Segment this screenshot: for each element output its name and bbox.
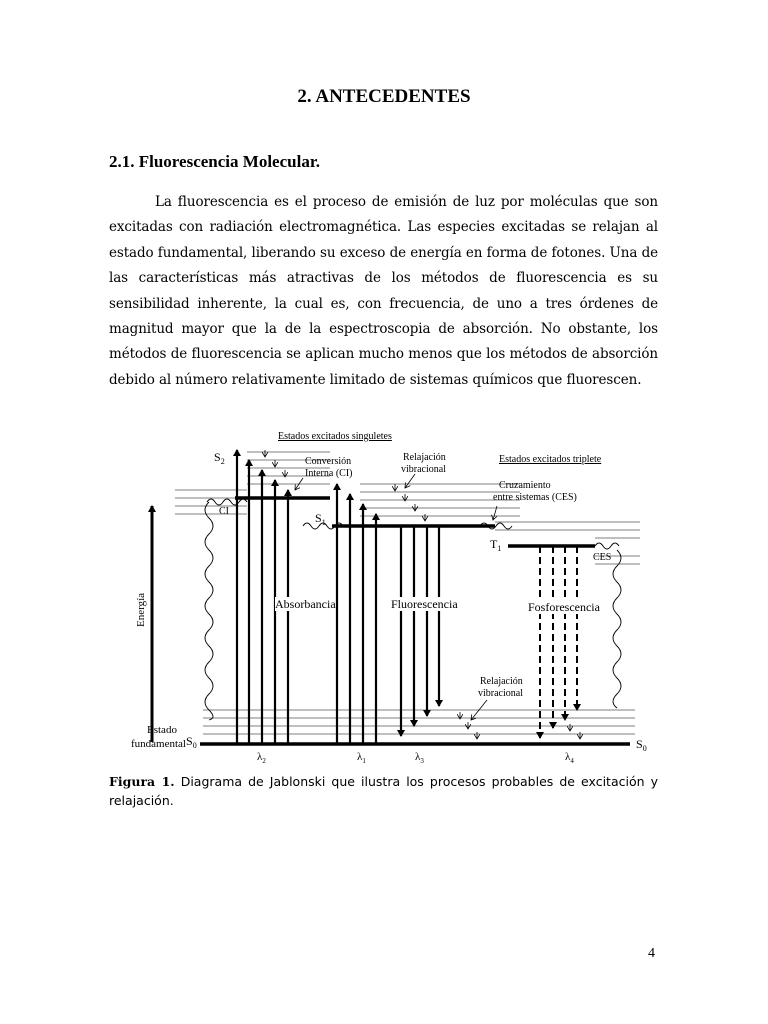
vr-top-label-2: vibracional: [401, 464, 446, 475]
s0-right-label: $S_0$: [636, 737, 647, 753]
singlets-label: Estados excitados singuletes: [278, 431, 392, 442]
page-title: 2. ANTECEDENTES: [297, 86, 471, 107]
ces-label: CES: [593, 552, 612, 563]
lambda4-label: $\lambda_4$: [565, 751, 574, 765]
ci-label: CI: [219, 506, 229, 517]
s2-label: $S_2$: [214, 450, 225, 466]
ground-state-label-1: Estado: [147, 724, 177, 736]
caption-label: Figura 1.: [109, 774, 175, 789]
ground-state-label-2: fundamental: [131, 738, 186, 750]
phosphorescence-label: Fosforescencia: [528, 600, 600, 614]
isc-label-1: Cruzamiento: [499, 480, 551, 491]
t1-label: $T_1$: [490, 537, 502, 553]
phosphorescence-arrows: [540, 546, 577, 738]
absorbance-label: Absorbancia: [275, 597, 336, 611]
energy-label: Energía: [135, 592, 147, 627]
jablonski-diagram: [125, 422, 655, 767]
isc-label-2: entre sistemas (CES): [493, 492, 577, 503]
fluorescence-arrows: [401, 526, 439, 736]
lambda1-label: $\lambda_1$: [357, 751, 366, 765]
vr-top-label-1: Relajación: [403, 452, 446, 463]
triplets-label: Estados excitados triplete: [499, 454, 602, 465]
s0-left-label: $S_0$: [186, 734, 197, 750]
lambda2-label: $\lambda_2$: [257, 751, 266, 765]
lambda3-label: $\lambda_3$: [415, 751, 424, 765]
figure-caption: [109, 772, 658, 810]
s1-label: $S_1$: [315, 511, 326, 527]
section-title: 2.1. Fluorescencia Molecular.: [109, 152, 321, 171]
page-number: 4: [648, 946, 655, 961]
caption-text: Diagrama de Jablonski que ilustra los procesos probables de excitación y relajación.: [109, 774, 658, 808]
vr-bottom-label-2: vibracional: [478, 688, 523, 699]
ic-label-1: Conversión: [305, 456, 352, 467]
fluorescence-label: Fluorescencia: [391, 597, 458, 611]
ic-label-2: Interna (CI): [305, 468, 353, 479]
vr-bottom-label-1: Relajación: [480, 676, 523, 687]
body-paragraph: La fluorescencia es el proceso de emisión de luz por moléculas que son excitadas con radiación electromagnética. Las especies excitadas se relajan al estado fundamental, liberando su exceso de energía en forma de fotones. Una de las características más atractivas de los métodos de fluorescencia es su sensibilidad inherente, la cual es, con frecuencia, de uno a tres órdenes de magnitud mayor que la de la espectroscopia de absorción. No obstante, los métodos de fluorescencia se aplican mucho menos que los métodos de absorción debido al número relativamente limitado de sistemas químicos que fluorescen.: [109, 194, 658, 388]
